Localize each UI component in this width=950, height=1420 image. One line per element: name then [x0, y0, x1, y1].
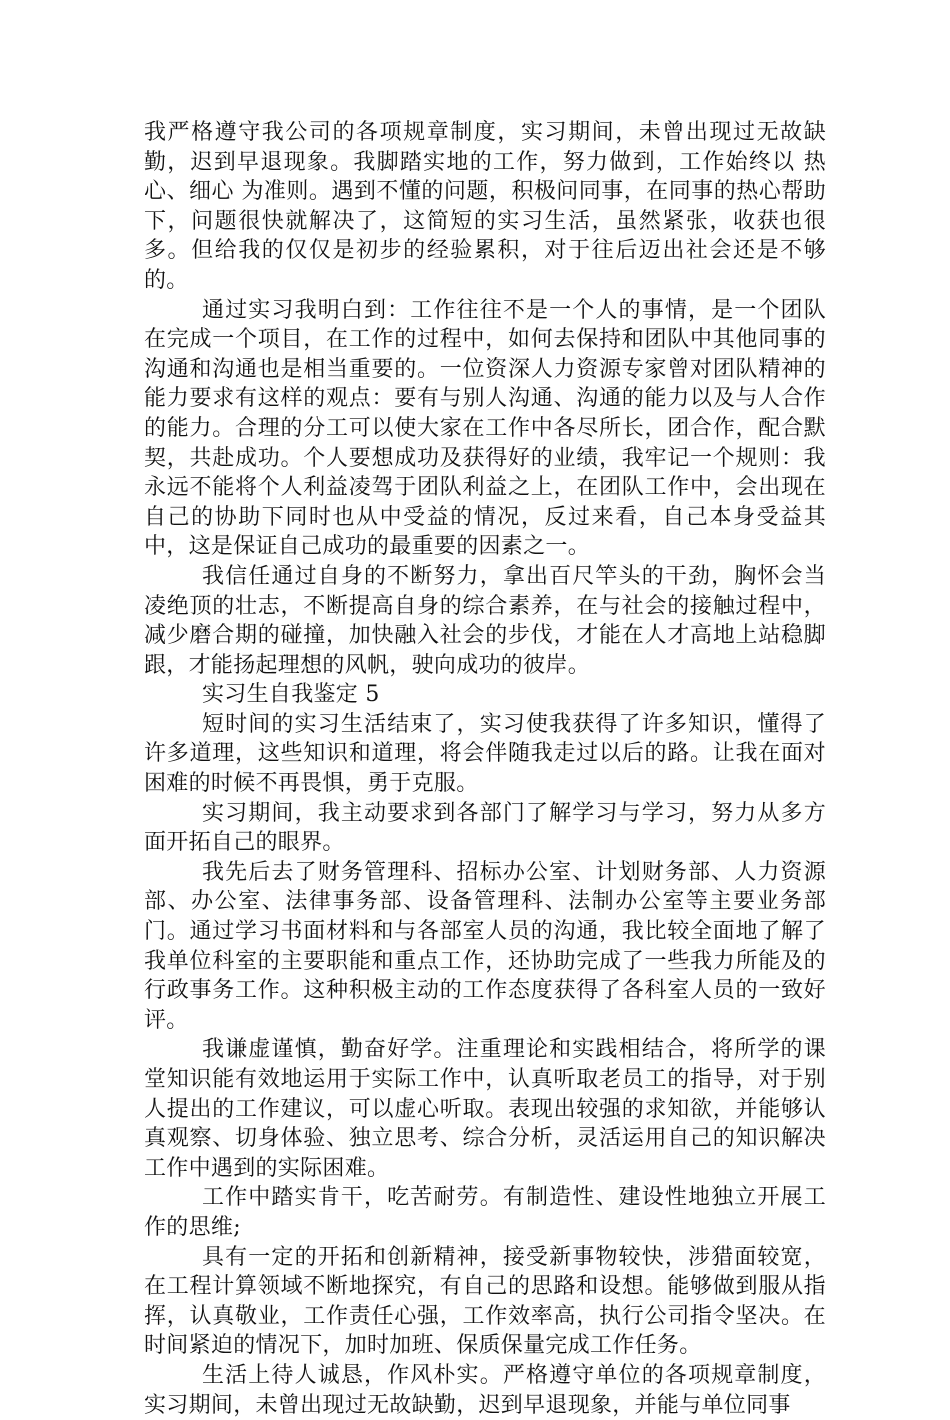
section-paragraph-6: 具有一定的开拓和创新精神，接受新事物较快，涉猎面较宽，在工程计算领域不断地探究，有自己的思路和设想。能够做到服从指挥，认真敬业，工作责任心强，工作效率高，执行公司指令坚决。在时间紧迫的情况下，加时加班、保质保量完成工作任务。: [144, 1244, 826, 1359]
section-paragraph-3: 我先后去了财务管理科、招标办公室、计划财务部、人力资源部、办公室、法律事务部、设备管理科、法制办公室等主要业务部门。通过学习书面材料和与各部室人员的沟通，我比较全面地了解了我单位科室的主要职能和重点工作，还协助完成了一些我力所能及的行政事务工作。这种积极主动的工作态度获得了各科室人员的一致好评。: [144, 859, 826, 1033]
section-title: 实习生自我鉴定 5: [202, 682, 380, 708]
document-page: [144, 118, 826, 1420]
paragraph-3: 我信任通过自身的不断努力，拿出百尺竿头的干劲，胸怀会当凌绝顶的壮志，不断提高自身的综合素养，在与社会的接触过程中，减少磨合期的碰撞，加快融入社会的步伐，才能在人才高地上站稳脚跟，才能扬起理想的风帆，驶向成功的彼岸。: [144, 563, 826, 678]
paragraph-2: 通过实习我明白到：工作往往不是一个人的事情，是一个团队在完成一个项目，在工作的过程中，如何去保持和团队中其他同事的沟通和沟通也是相当重要的。一位资深人力资源专家曾对团队精神的能力要求有这样的观点：要有与别人沟通、沟通的能力以及与人合作的能力。合理的分工可以使大家在工作中各尽所长，团合作，配合默契，共赴成功。个人要想成功及获得好的业绩，我牢记一个规则：我永远不能将个人利益凌驾于团队利益之上，在团队工作中，会出现在自己的协助下同时也从中受益的情况，反过来看，自己本身受益其中，这是保证自己成功的最重要的因素之一。: [144, 297, 826, 560]
section-paragraph-5: 工作中踏实肯干，吃苦耐劳。有制造性、建设性地独立开展工作的思维;: [144, 1185, 826, 1240]
section-paragraph-4: 我谦虚谨慎，勤奋好学。注重理论和实践相结合，将所学的课堂知识能有效地运用于实际工作中，认真听取老员工的指导，对于别人提出的工作建议，可以虚心听取。表现出较强的求知欲，并能够认真观察、切身体验、独立思考、综合分析，灵活运用自己的知识解决工作中遇到的实际困难。: [144, 1037, 826, 1181]
section-paragraph-2: 实习期间，我主动要求到各部门了解学习与学习，努力从多方面开拓自己的眼界。: [144, 800, 826, 856]
section-paragraph-1: 短时间的实习生活结束了，实习使我获得了许多知识，懂得了许多道理，这些知识和道理，将会伴随我走过以后的路。让我在面对困难的时候不再畏惧，勇于克服。: [144, 711, 826, 797]
paragraph-1: 我严格遵守我公司的各项规章制度，实习期间，未曾出现过无故缺勤，迟到早退现象。我脚踏实地的工作，努力做到，工作始终以 热心、细心 为准则。遇到不懂的问题，积极问同事，在同事的热心帮助下，问题很快就解决了，这简短的实习生活，虽然紧张，收获也很多。但给我的仅仅是初步的经验累积，对于往后迈出社会还是不够的。: [144, 120, 826, 293]
section-paragraph-7: 生活上待人诚恳，作风朴实。严格遵守单位的各项规章制度，实习期间，未曾出现过无故缺勤，迟到早退现象，并能与单位同事: [144, 1362, 826, 1418]
